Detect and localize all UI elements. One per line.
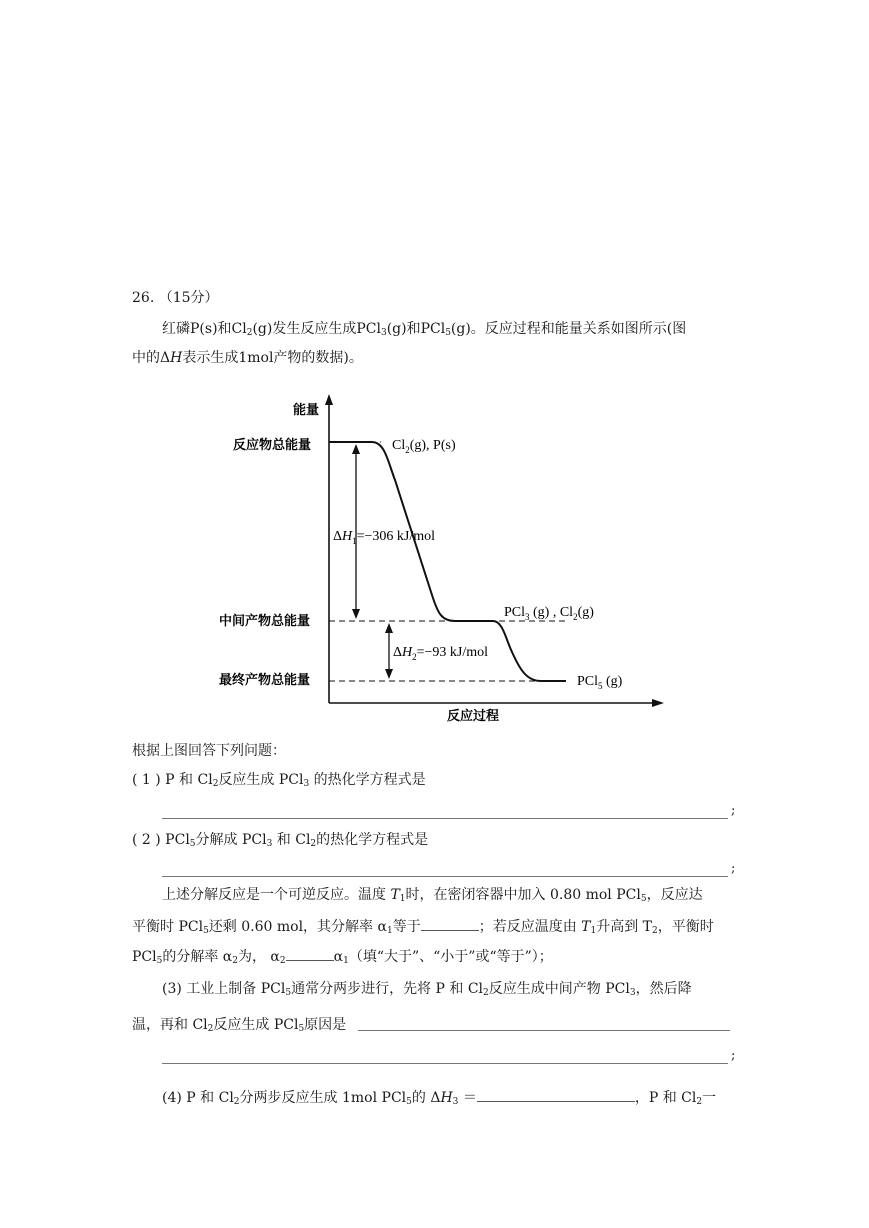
species-intermediate: PCl$_3$ (g) , $Cl_2(g)$	[504, 605, 594, 622]
q3-answer-line[interactable]	[162, 1063, 728, 1064]
q3-reason-blank[interactable]	[358, 1030, 730, 1031]
delta-h2-arrowhead-top	[385, 623, 393, 633]
para-line-3: PCl$_5$的分解率 $\alpha_2$为， $\alpha_2$ $\alpha_1$（填“大于”、“小于”或“等于”）；	[132, 946, 553, 967]
q2-answer-line[interactable]	[162, 876, 728, 877]
species-reactants: $Cl_2(g)$, P(s)	[392, 438, 456, 455]
question-number	[132, 288, 219, 308]
alpha1-blank[interactable]	[421, 916, 479, 931]
number-text: 26.	[132, 290, 155, 306]
delta-h1-arrowhead-top	[352, 444, 360, 454]
delta-h2-label: $\Delta H_2=-93$ kJ/mol	[393, 645, 489, 662]
y-axis-arrow	[325, 394, 333, 405]
para-line-1: 上述分解反应是一个可逆反应。温度 $T_1$时，在密闭容器中加入 0.80 mol PCl$_5$，反应达	[162, 887, 703, 904]
q3-semicolon: ;	[731, 1048, 736, 1063]
y-axis-label: 能量	[293, 402, 320, 417]
q2-semicolon: ;	[731, 861, 736, 876]
score-text: （15分）	[158, 290, 219, 306]
delta-h1-arrowhead-bottom	[352, 609, 360, 619]
q4-text: (4) P 和 $Cl_2$分两步反应生成 1mol PCl$_5$的 $\Delta H_3$ ＝ ，P 和 $Cl_2$一	[162, 1087, 716, 1108]
q3-line-2: 温，再和 $Cl_2$反应生成 PCl$_5$原因是	[132, 1017, 347, 1034]
q1-semicolon: ;	[731, 803, 736, 818]
q3-line-1: (3) 工业上制备 PCl$_5$通常分两步进行，先将 P 和 $Cl_2$反应生成中间产物 PCl$_3$，然后降	[162, 981, 692, 998]
compare-blank[interactable]	[286, 946, 334, 961]
level-label-final: 最终产物总能量	[219, 672, 311, 687]
delta-h3-blank[interactable]	[477, 1087, 635, 1102]
x-axis-label: 反应过程	[447, 708, 500, 723]
para-line-2: 平衡时 PCl$_5$还剩 0.60 mol，其分解率 $\alpha_1$等于 ；若反应温度由 $T_1$升高到 $T_2$，平衡时	[132, 916, 714, 937]
level-label-reactants: 反应物总能量	[233, 437, 312, 452]
level-label-intermediate: 中间产物总能量	[219, 613, 311, 628]
species-final: PCl$_5$ (g)	[577, 674, 623, 691]
delta-h2-arrowhead-bottom	[385, 669, 393, 679]
intro-line-1: 红磷P(s)和$Cl_2(g)$发生反应生成PCl$_3$(g)和PCl$_5$(g)。反应过程和能量关系如图所示(图	[162, 321, 687, 338]
intro-line-2: 中的ΔH表示生成1mol产物的数据)。	[132, 350, 363, 366]
x-axis-arrow	[652, 699, 664, 707]
delta-h1-label: $\Delta H_1=-306$ kJ/mol	[333, 529, 436, 546]
energy-diagram	[0, 390, 869, 730]
q1-text: ( 1 ) P 和 $Cl_2$反应生成 PCl$_3$ 的热化学方程式是	[132, 772, 426, 789]
q1-answer-line[interactable]	[162, 818, 728, 819]
q2-text: ( 2 ) PCl$_5$分解成 PCl$_3$ 和 $Cl_2$的热化学方程式是	[132, 832, 429, 849]
prompt-text: 根据上图回答下列问题：	[132, 743, 286, 759]
